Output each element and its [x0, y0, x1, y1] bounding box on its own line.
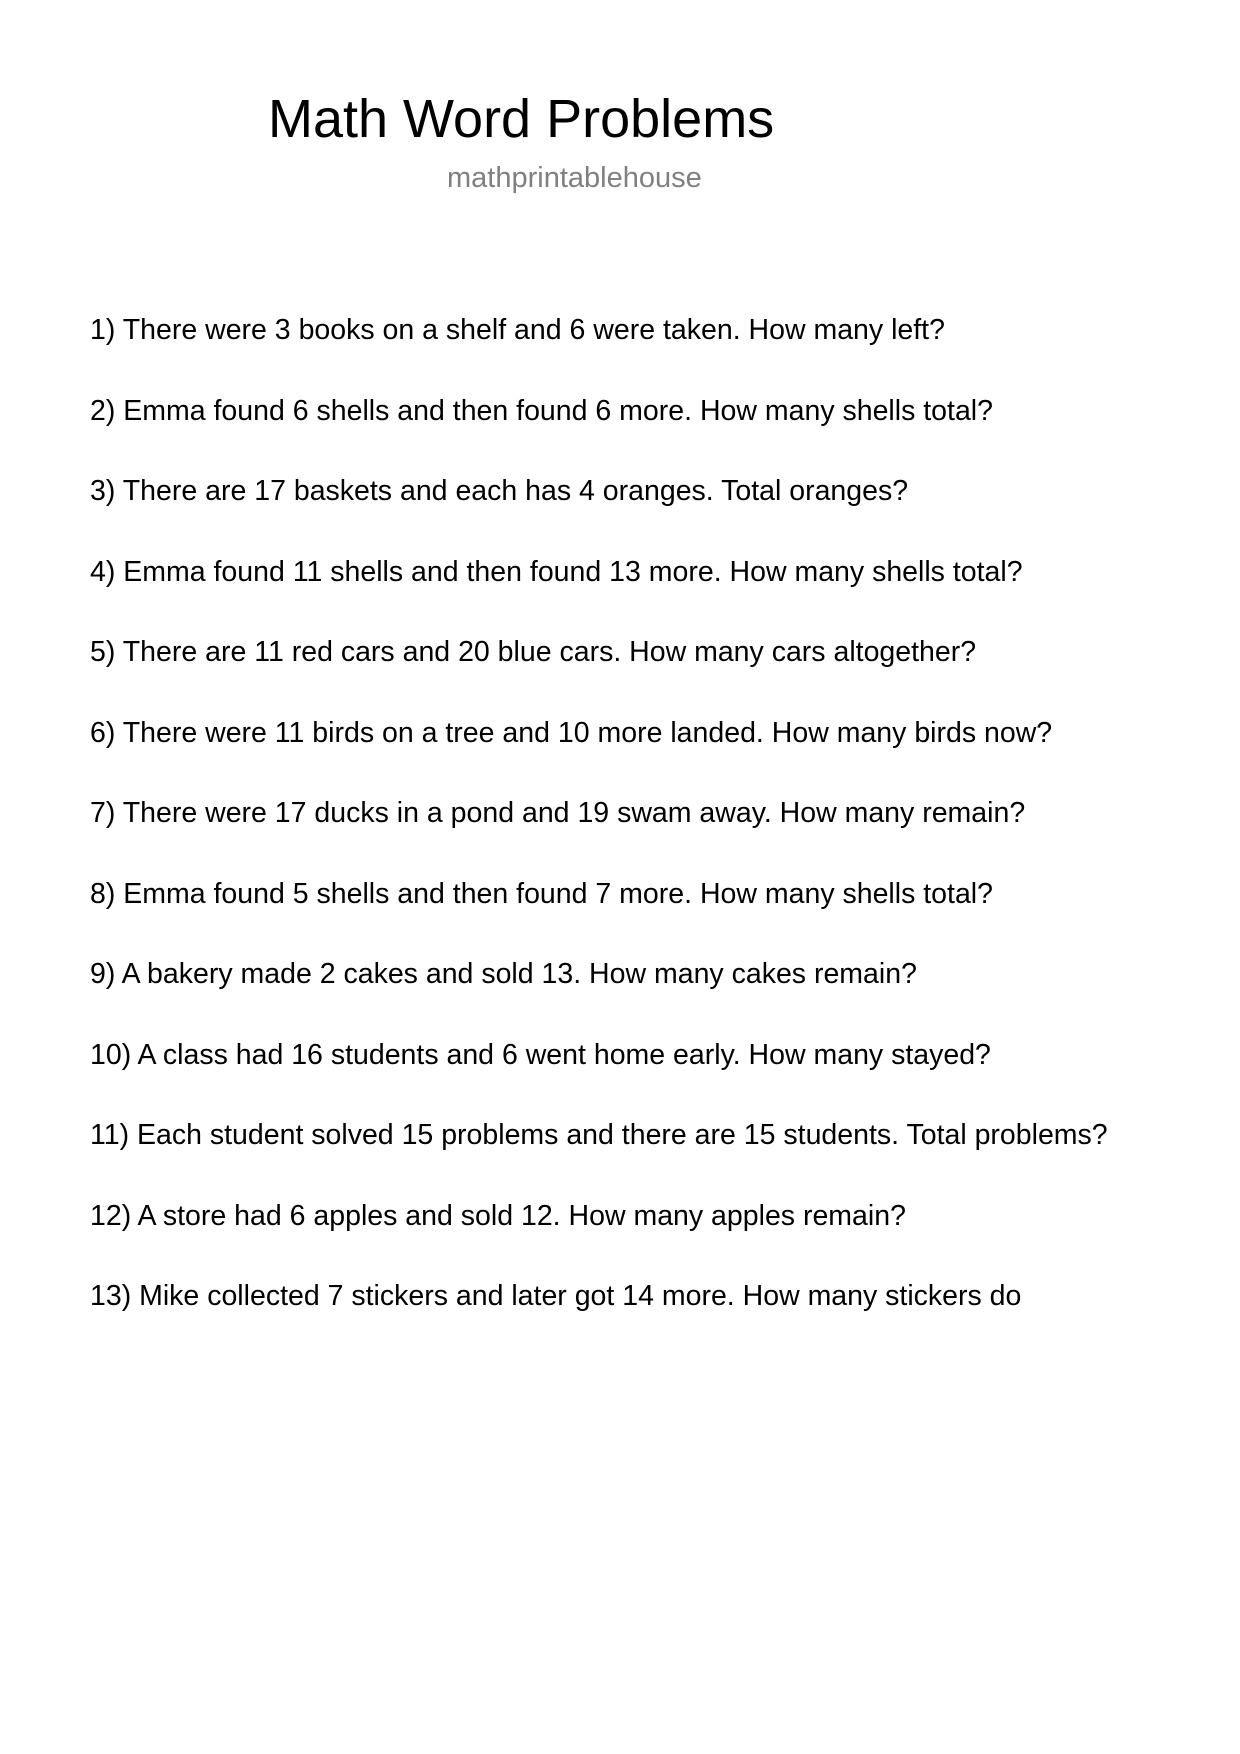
problem-item: 8) Emma found 5 shells and then found 7 more. How many shells total?: [90, 877, 993, 910]
page-subtitle: mathprintablehouse: [447, 162, 702, 194]
problem-list: [90, 312, 1108, 1359]
problem-item: 6) There were 11 birds on a tree and 10 more landed. How many birds now?: [90, 716, 1053, 749]
problem-item: 5) There are 11 red cars and 20 blue cars. How many cars altogether?: [90, 636, 977, 668]
problem-item: 2) Emma found 6 shells and then found 6 more. How many shells total?: [90, 394, 993, 427]
page-title: Math Word Problems: [268, 89, 775, 149]
problem-item: 9) A bakery made 2 cakes and sold 13. How many cakes remain?: [90, 958, 917, 990]
problem-item: 7) There were 17 ducks in a pond and 19 swam away. How many remain?: [90, 797, 1026, 829]
problem-item: 13) Mike collected 7 stickers and later got 14 more. How many stickers do: [90, 1280, 1022, 1312]
problem-item: 1) There were 3 books on a shelf and 6 were taken. How many left?: [90, 314, 945, 346]
problem-item: 3) There are 17 baskets and each has 4 oranges. Total oranges?: [90, 475, 909, 507]
problem-item: 11) Each student solved 15 problems and there are 15 students. Total problems?: [90, 1119, 1108, 1151]
problem-item: 10) A class had 16 students and 6 went home early. How many stayed?: [90, 1038, 991, 1071]
problem-item: 12) A store had 6 apples and sold 12. How many apples remain?: [90, 1199, 906, 1232]
problem-item: 4) Emma found 11 shells and then found 13 more. How many shells total?: [90, 555, 1023, 588]
